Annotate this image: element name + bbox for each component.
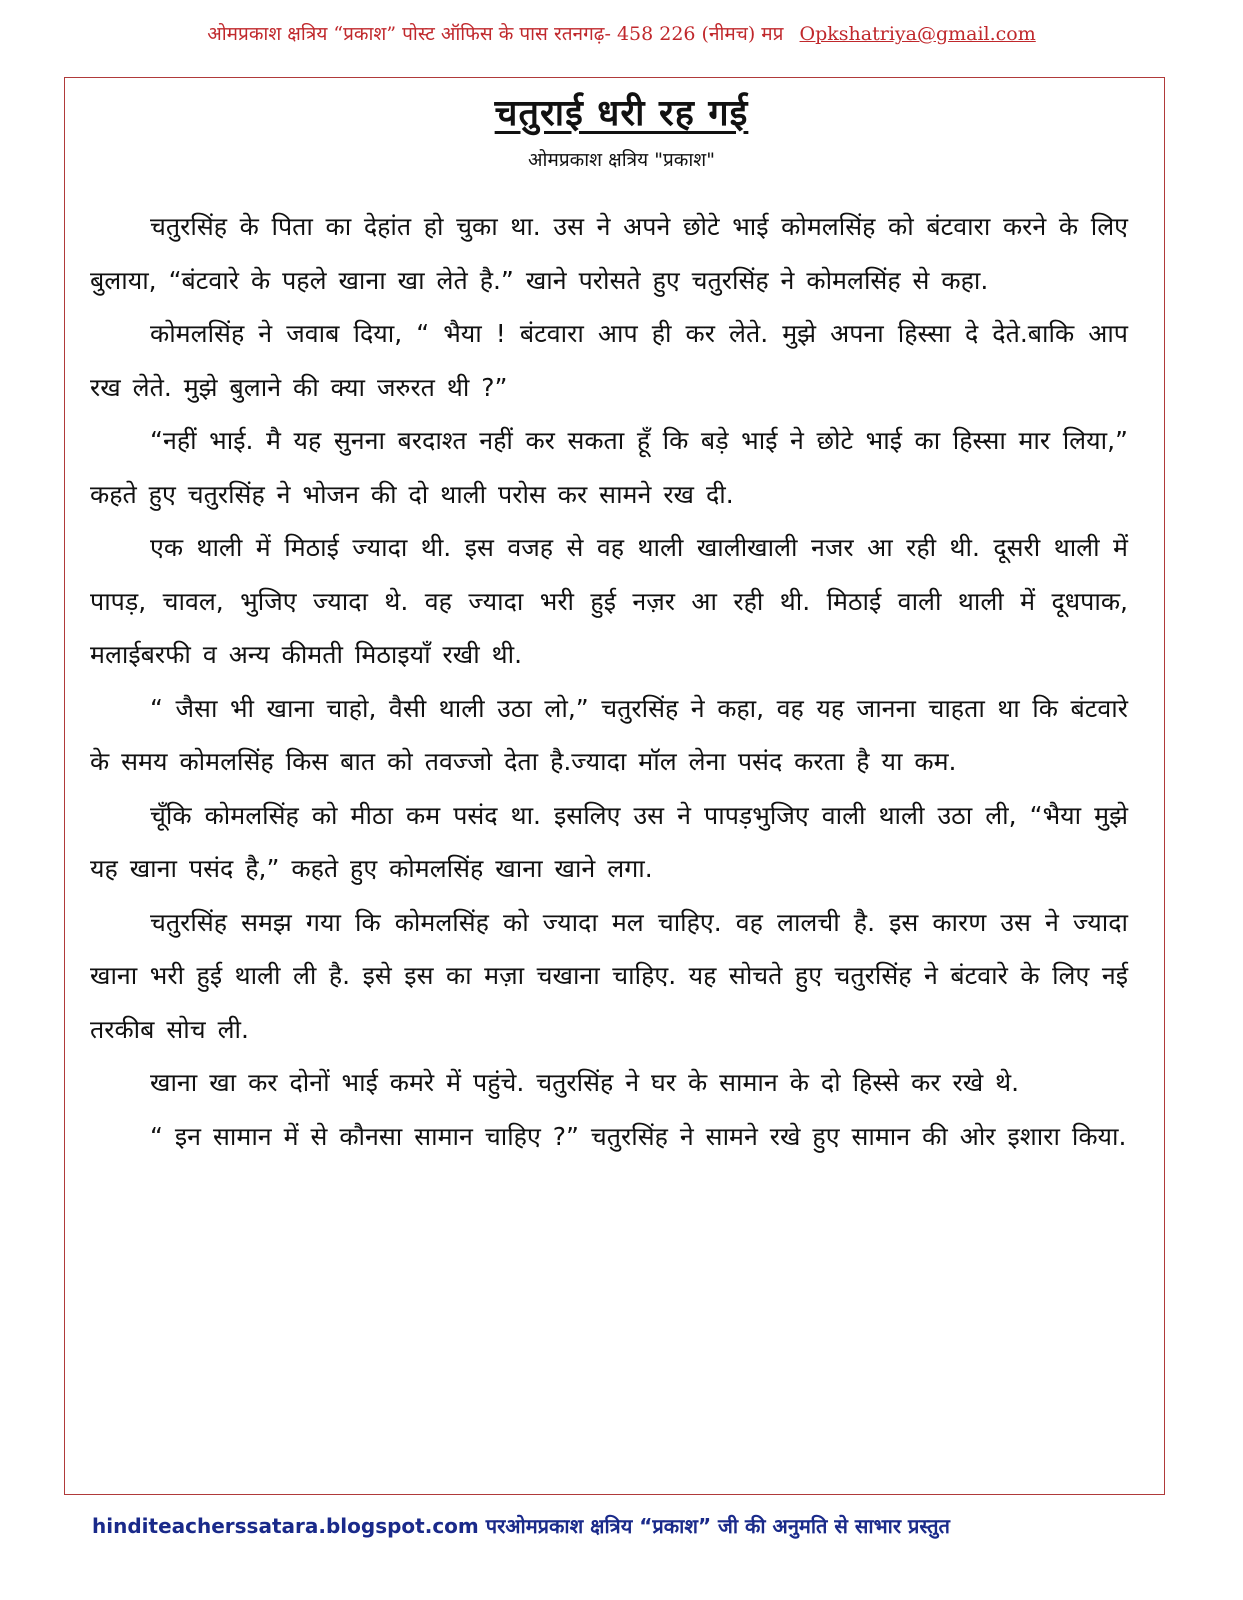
paragraph: कोमलसिंह ने जवाब दिया, “ भैया ! बंटवारा आप ही कर लेते. मुझे अपना हिस्सा दे देते.बाकि आप रख लेते. मुझे बुलाने की क्या जरुरत थी ?” xyxy=(90,319,1128,402)
paragraph: खाना खा कर दोनों भाई कमरे में पहुंचे. चतुरसिंह ने घर के सामान के दो हिस्से कर रखे थे. xyxy=(150,1068,1020,1097)
author-address: ओमप्रकाश क्षत्रिय “प्रकाश” पोस्ट ऑफिस के पास रतनगढ़- 458 226 (नीमच) मप्र xyxy=(207,23,784,45)
story-author: ओमप्रकाश क्षत्रिय "प्रकाश" xyxy=(528,149,715,171)
letterhead xyxy=(0,20,1243,46)
story-title: चतुराई धरी रह गई xyxy=(494,93,749,134)
footer-credit xyxy=(92,1512,1152,1539)
credit-text: परओमप्रकाश क्षत्रिय “प्रकाश” जी की अनुमति से साभार प्रस्तुत xyxy=(485,1514,950,1538)
paragraph: “नहीं भाई. मै यह सुनना बरदाश्त नहीं कर सकता हूँ कि बड़े भाई ने छोटे भाई का हिस्सा मार लिया,” कहते हुए चतुरसिंह ने भोजन की दो थाली परोस कर सामने रख दी. xyxy=(90,426,1128,509)
blog-link[interactable]: hinditeacherssatara.blogspot.com xyxy=(92,1514,479,1538)
paragraph: एक थाली में मिठाई ज्यादा थी. इस वजह से वह थाली खालीखाली नजर आ रही थी. दूसरी थाली में पापड़, चावल, भुजिए ज्यादा थे. वह ज्यादा भरी हुई नज़र आ रही थी. मिठाई वाली थाली में दूधपाक, मलाईबरफी व अन्य कीमती मिठाइयाँ रखी थी. xyxy=(90,533,1128,669)
paragraph: चतुरसिंह के पिता का देहांत हो चुका था. उस ने अपने छोटे भाई कोमलसिंह को बंटवारा करने के लिए बुलाया, “बंटवारे के पहले खाना खा लेते है.” खाने परोसते हुए चतुरसिंह ने कोमलसिंह से कहा. xyxy=(90,212,1128,295)
paragraph: चतुरसिंह समझ गया कि कोमलसिंह को ज्यादा मल चाहिए. वह लालची है. इस कारण उस ने ज्यादा खाना भरी हुई थाली ली है. इसे इस का मज़ा चखाना चाहिए. यह सोचते हुए चतुरसिंह ने बंटवारे के लिए नई तरकीब सोच ली. xyxy=(90,907,1128,1044)
paragraph: “ जैसा भी खाना चाहो, वैसी थाली उठा लो,” चतुरसिंह ने कहा, वह यह जानना चाहता था कि बंटवारे के समय कोमलसिंह किस बात को तवज्जो देता है.ज्यादा मॉल लेना पसंद करता है या कम. xyxy=(90,693,1128,776)
paragraph: चूँकि कोमलसिंह को मीठा कम पसंद था. इसलिए उस ने पापड़भुजिए वाली थाली उठा ली, “भैया मुझे यह खाना पसंद है,” कहते हुए कोमलसिंह खाना खाने लगा. xyxy=(90,800,1128,883)
paragraph: “ इन सामान में से कौनसा सामान चाहिए ?” चतुरसिंह ने सामने रखे हुए सामान की ओर इशारा किया. xyxy=(150,1121,1127,1151)
email-link[interactable]: Opkshatriya@gmail.com xyxy=(799,23,1036,45)
story-body xyxy=(90,200,1128,1163)
